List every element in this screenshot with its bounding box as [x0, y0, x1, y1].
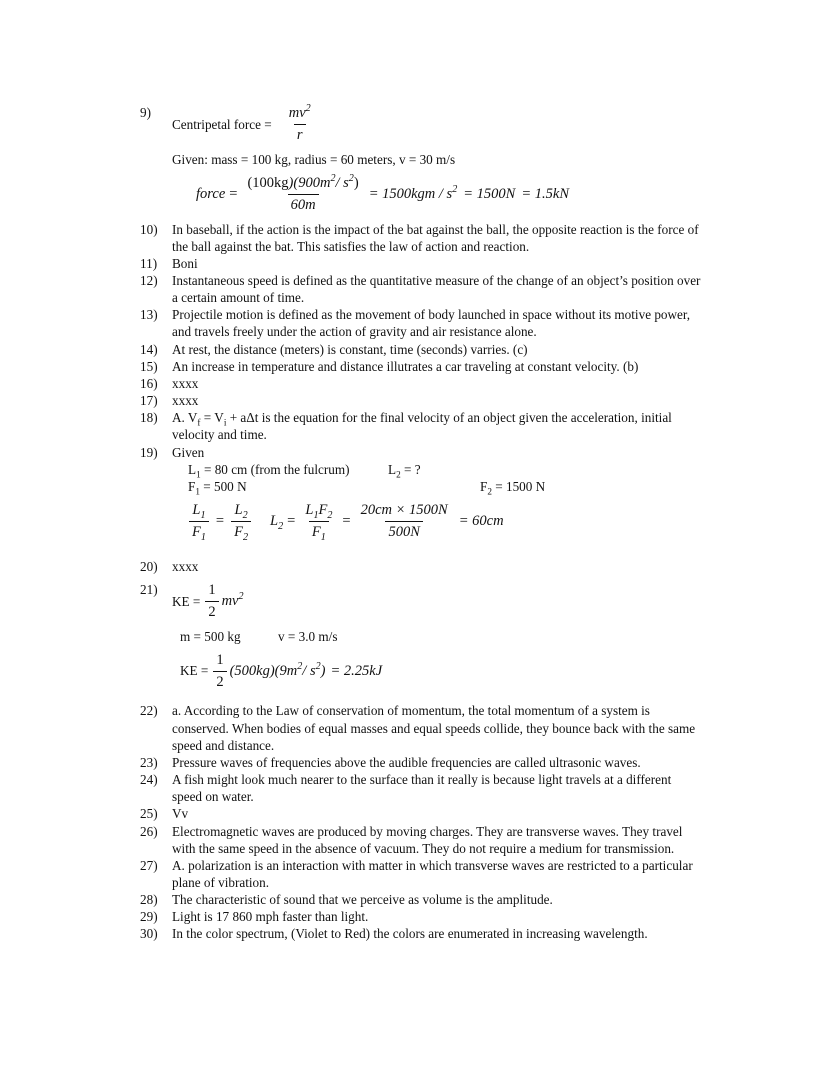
list-item [140, 891, 702, 908]
item-number: 11) [140, 255, 158, 271]
L2-symbol: L [388, 461, 397, 477]
item-number: 10) [140, 221, 158, 237]
numerator-exponent: 2 [305, 103, 311, 115]
item-text: xxxx [172, 393, 199, 409]
item-number: 22) [140, 703, 158, 719]
subscript-f: f [197, 417, 201, 428]
item-number: 29) [140, 909, 158, 925]
F2-subscript: 2 [487, 486, 492, 497]
item-text: Light is 17 860 mph faster than light. [172, 909, 369, 925]
item-number: 21) [140, 581, 158, 597]
L1-subscript: 1 [200, 509, 206, 521]
F2-symbol: F [234, 523, 243, 540]
L1-symbol: L [188, 461, 197, 477]
given-label: Given [172, 444, 205, 460]
velocity-mid: = V [200, 410, 224, 426]
lever-values-row-2 [188, 478, 702, 495]
item-number: 14) [140, 341, 158, 357]
item-number: 28) [140, 892, 158, 908]
equals-sign-3: = [342, 512, 351, 529]
list-item [140, 823, 702, 857]
list-item [140, 255, 702, 272]
list-item [140, 392, 702, 409]
fraction-numerator: 1 [216, 651, 224, 668]
item-number: 23) [140, 754, 158, 770]
item-text: An increase in temperature and distance illutrates a car traveling at constant velocity. (b) [172, 358, 639, 374]
equals-sign: = [229, 185, 238, 202]
velocity-value: v = 3.0 m/s [278, 628, 338, 644]
fraction-denominator [189, 521, 209, 542]
item-text: The characteristic of sound that we perceive as volume is the amplitude. [172, 892, 553, 908]
item-number: 30) [140, 926, 158, 942]
item-text: A fish might look much nearer to the surface than it really is because light travels at a different speed on water. [172, 772, 672, 805]
list-item [140, 358, 702, 375]
F2-value [480, 478, 545, 495]
centripetal-force-label: Centripetal force = [172, 116, 272, 132]
velocity-prefix: A. V [172, 410, 198, 426]
fraction-numerator [232, 501, 251, 521]
list-item [140, 581, 702, 692]
item-number: 26) [140, 823, 158, 839]
F1-subscript: 1 [195, 486, 200, 497]
result-1-text: = 1500kgm / s [368, 185, 453, 202]
velocity-suffix: + aΔt is the equation for the final velocity of an object given the acceleration, initial velocity and time. [172, 410, 672, 443]
item-text: A. polarization is an interaction with matter in which transverse waves are restricted to a particular plane of vibration. [172, 857, 693, 890]
L1-value [188, 461, 388, 478]
item-number: 13) [140, 307, 158, 323]
ke-calc-label: KE = [180, 663, 209, 679]
force-word: force [196, 185, 226, 202]
item-text: Vv [172, 806, 189, 822]
numerator-part-b: )(900m [288, 174, 331, 191]
ke-result: = 2.25kJ [330, 662, 383, 679]
mass-value: m = 500 kg [180, 628, 241, 644]
item-text: Projectile motion is defined as the movement of body launched in space without its motive power, and travels freely under the action of gravity and air resistance alone. [172, 307, 691, 340]
list-item [140, 908, 702, 925]
given-line: Given: mass = 100 kg, radius = 60 meters, v = 30 m/s [172, 151, 456, 167]
item-text: In baseball, if the action is the impact of the bat against the ball, the opposite reaction is the force of the ball against the bat. This satisfies the law of action and reaction. [172, 221, 699, 254]
ke-values-row [180, 628, 702, 645]
mv2-over-r-fraction [286, 104, 314, 145]
item-number: 18) [140, 410, 158, 426]
ke-formula [172, 581, 702, 622]
F2-symbol: F [480, 478, 488, 494]
mv-squared [222, 592, 244, 611]
L1-symbol: L [192, 502, 201, 519]
numeric-fraction [358, 501, 451, 542]
list-item [140, 409, 702, 443]
F1-symbol: F [188, 478, 196, 494]
L2-subscript: 2 [242, 509, 248, 521]
item-text: xxxx [172, 558, 199, 574]
fraction-denominator: 2 [213, 671, 226, 692]
item-content [172, 104, 702, 215]
calc-exp-2: 2 [315, 660, 321, 672]
item-text: In the color spectrum, (Violet to Red) the colors are enumerated in increasing wavelength. [172, 926, 648, 942]
force-fraction [244, 174, 361, 215]
mv-exponent: 2 [238, 590, 244, 602]
F1-symbol: F [192, 523, 201, 540]
one-half-fraction [205, 581, 218, 622]
force-numerator [244, 174, 361, 194]
F1-subscript: 1 [320, 531, 326, 543]
ke-calc-expression [230, 662, 326, 681]
fraction-numerator [189, 501, 208, 521]
fraction-denominator: r [294, 124, 306, 145]
item-number: 20) [140, 558, 158, 574]
answer-list [140, 104, 702, 943]
fraction-denominator: 500N [385, 521, 422, 542]
fraction-denominator [231, 521, 251, 542]
lever-result: = 60cm [458, 512, 504, 529]
item-number: 19) [140, 444, 158, 460]
calc-part-c: ) [320, 662, 326, 679]
ke-calculation [180, 651, 702, 692]
lever-values-row-1 [188, 461, 702, 478]
item-number: 12) [140, 273, 158, 288]
numerator-part-a: (100kg [247, 174, 289, 191]
F1-subscript: 1 [200, 531, 206, 543]
L2-text: = ? [400, 461, 421, 477]
force-result-1 [369, 185, 458, 204]
force-result-2: = 1500N [463, 185, 516, 202]
item-number: 17) [140, 393, 158, 409]
numerator-text: mv [288, 105, 306, 121]
result-1-exponent: 2 [452, 183, 458, 195]
subscript-i: i [223, 417, 227, 428]
fraction-numerator [302, 501, 335, 521]
fraction-numerator [286, 104, 314, 124]
L2-solve-symbol [270, 512, 283, 531]
numerator-part-d: ) [353, 174, 359, 191]
F2-subscript: 2 [327, 509, 333, 521]
item-text: At rest, the distance (meters) is constant, time (seconds) varries. (c) [172, 341, 528, 357]
ke-label: KE = [172, 593, 201, 609]
L2-over-F2-fraction [231, 501, 251, 542]
F1-text: = 500 N [199, 478, 247, 494]
calc-part-a: (500kg)(9m [229, 662, 298, 679]
list-item [140, 754, 702, 771]
item-number: 25) [140, 806, 158, 822]
list-item [140, 702, 702, 753]
L1-text: = 80 cm (from the fulcrum) [200, 461, 350, 477]
L2-subscript: 2 [396, 469, 401, 480]
item-content [172, 444, 702, 542]
item-text: Electromagnetic waves are produced by moving charges. They are transverse waves. They travel with the same speed in the absence of vacuum. They do not require a medium for transmission. [172, 823, 683, 856]
force-denominator: 60m [288, 194, 319, 215]
calc-part-b: / s [302, 662, 316, 679]
L1-over-F1-fraction [189, 501, 209, 542]
item-number: 24) [140, 772, 158, 788]
item-number: 27) [140, 857, 158, 873]
calc-exp-1: 2 [297, 660, 303, 672]
L2-value [388, 461, 421, 478]
L2-symbol: L [270, 512, 279, 529]
item-number: 16) [140, 375, 158, 391]
item-text: xxxx [172, 375, 199, 391]
force-result-3: = 1.5kN [521, 185, 570, 202]
item-text: a. According to the Law of conservation of momentum, the total momentum of a system is conserved. When bodies of equal masses and equal speeds collide, they bounce back with the same speed and distance. [172, 703, 696, 753]
list-item [140, 104, 702, 215]
F2-text: = 1500 N [491, 478, 546, 494]
list-item [140, 805, 702, 822]
spacer [140, 691, 702, 702]
L1-subscript: 1 [313, 509, 319, 521]
F2-subscript: 2 [242, 531, 249, 543]
L2-subscript: 2 [278, 520, 284, 532]
item-content [172, 581, 702, 692]
L1F2-over-F1-fraction [302, 501, 335, 542]
mv-text: mv [221, 592, 239, 609]
fraction-denominator: 2 [205, 601, 218, 622]
F1-value [188, 478, 388, 495]
fraction-numerator: 20cm × 1500N [360, 502, 448, 519]
list-item [140, 444, 702, 542]
item-number: 15) [140, 358, 158, 374]
force-equation [196, 174, 702, 215]
item-text: Instantaneous speed is defined as the quantitative measure of the change of an object’s position over a certain amount of time. [172, 273, 701, 306]
centripetal-force-formula [172, 104, 702, 145]
list-item [140, 375, 702, 392]
list-item [140, 925, 702, 942]
numerator-part-c: / s [335, 174, 349, 191]
item-text: Pressure waves of frequencies above the audible frequencies are called ultrasonic waves. [172, 754, 641, 770]
list-item [140, 272, 702, 306]
L2-symbol: L [234, 502, 243, 519]
F1-symbol: F [311, 523, 321, 540]
numerator-exp-1: 2 [330, 173, 336, 185]
fraction-numerator: 1 [208, 581, 216, 598]
list-item [140, 341, 702, 358]
list-item [140, 558, 702, 575]
equals-sign-1: = [215, 512, 225, 529]
item-text: Boni [172, 255, 198, 271]
fraction-denominator [309, 521, 329, 542]
list-item [140, 306, 702, 340]
spacer [140, 542, 702, 558]
equals-sign-2: = [287, 512, 296, 529]
lever-equation [186, 501, 702, 542]
L1-symbol: L [305, 502, 314, 519]
list-item [140, 221, 702, 255]
list-item [140, 857, 702, 891]
L1-subscript: 1 [196, 469, 201, 480]
one-half-fraction [213, 651, 226, 692]
item-number: 9) [140, 105, 151, 120]
list-item [140, 771, 702, 805]
numerator-exp-2: 2 [348, 173, 354, 185]
item-content [172, 409, 702, 443]
F2-symbol: F [318, 502, 328, 519]
